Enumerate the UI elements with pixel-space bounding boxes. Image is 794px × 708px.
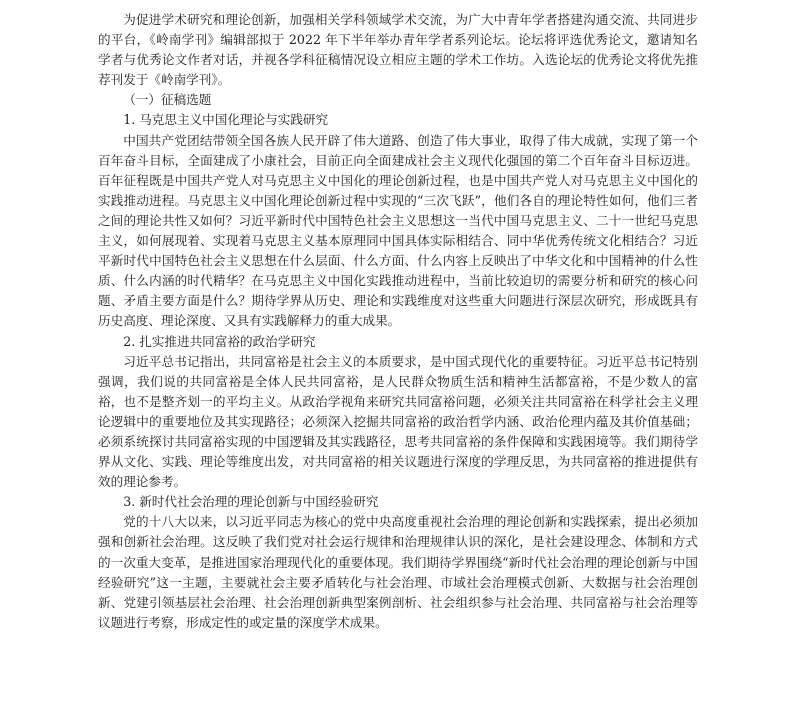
topic-1-body: 中国共产党团结带领全国各族人民开辟了伟大道路、创造了伟大事业，取得了伟大成就，实现了第一个百年奋斗目标，全面建成了小康社会，目前正向全面建成社会主义现代化强国的第二个百年奋斗目标迈进。百年征程既是中国共产党人对马克思主义中国化的理论创新过程，也是中国共产党人对马克思主义中国化的实践推动进程。马克思主义中国化理论创新过程中实现的“三次飞跃”，他们各自的理论特性如何，他们三者之间的理论共性又如何？习近平新时代中国特色社会主义思想这一当代中国马克思主义、二十一世纪马克思主义，如何展现着、实现着马克思主义基本原理同中国具体实际相结合、同中华优秀传统文化相结合？习近平新时代中国特色社会主义思想在什么层面、什么方面、什么内容上反映出了中华文化和中国精神的什么性质、什么内涵的时代精华？在马克思主义中国化实践推动进程中，当前比较迫切的需要分析和研究的核心问题、矛盾主要方面是什么？期待学界从历史、理论和实践维度对这些重大问题进行深层次研究，形成既具有历史高度、理论深度、又具有实践解释力的重大成果。 <box>98 132 698 329</box>
topic-3-body: 党的十八大以来，以习近平同志为核心的党中央高度重视社会治理的理论创新和实践探索，提出必须加强和创新社会治理。这反映了我们党对社会运行规律和治理规律认识的深化，是社会建设理念、体制和方式的一次重大变革，是推进国家治理现代化的重要体现。我们期待学界围绕“新时代社会治理的理论创新与中国经验研究”这一主题，主要就社会主要矛盾转化与社会治理、市域社会治理模式创新、大数据与社会治理创新、党建引领基层社会治理、社会治理创新典型案例剖析、社会组织参与社会治理、共同富裕与社会治理等议题进行考察，形成定性的或定量的深度学术成果。 <box>98 514 698 630</box>
topic-2-title: 2. 扎实推进共同富裕的政治学研究 <box>123 333 316 349</box>
topic-3-title: 3. 新时代社会治理的理论创新与中国经验研究 <box>123 494 379 510</box>
topic-2-body: 习近平总书记指出，共同富裕是社会主义的本质要求，是中国式现代化的重要特征。习近平总书记特别强调，我们说的共同富裕是全体人民共同富裕，是人民群众物质生活和精神生活都富裕，不是少数人的富裕，也不是整齐划一的平均主义。从政治学视角来研究共同富裕问题，必须关注共同富裕在科学社会主义理论逻辑中的重要地位及其实现路径；必须深入挖掘共同富裕的政治哲学内涵、政治伦理内蕴及其价值基础；必须系统探讨共同富裕实现的中国逻辑及其实践路径，思考共同富裕的条件保障和实践困境等。我们期待学界从文化、实践、理论等维度出发，对共同富裕的相关议题进行深度的学理反思，为共同富裕的推进提供有效的理论参考。 <box>98 353 698 490</box>
intro-paragraph: 为促进学术研究和理论创新，加强相关学科领域学术交流，为广大中青年学者搭建沟通交流、共同进步的平台，《岭南学刊》编辑部拟于 2022 年下半年举办青年学者系列论坛。论坛将评选优秀论文，邀请知名学者与优秀论文作者对话，并视各学科征稿情况设立相应主题的学术工作坊。入选论坛的优秀论文将优先推荐刊发于《岭南学刊》。 <box>98 12 698 88</box>
topic-1-title: 1. 马克思主义中国化理论与实践研究 <box>123 112 329 128</box>
section-heading: （一）征稿选题 <box>123 92 212 108</box>
document-page <box>98 10 698 633</box>
